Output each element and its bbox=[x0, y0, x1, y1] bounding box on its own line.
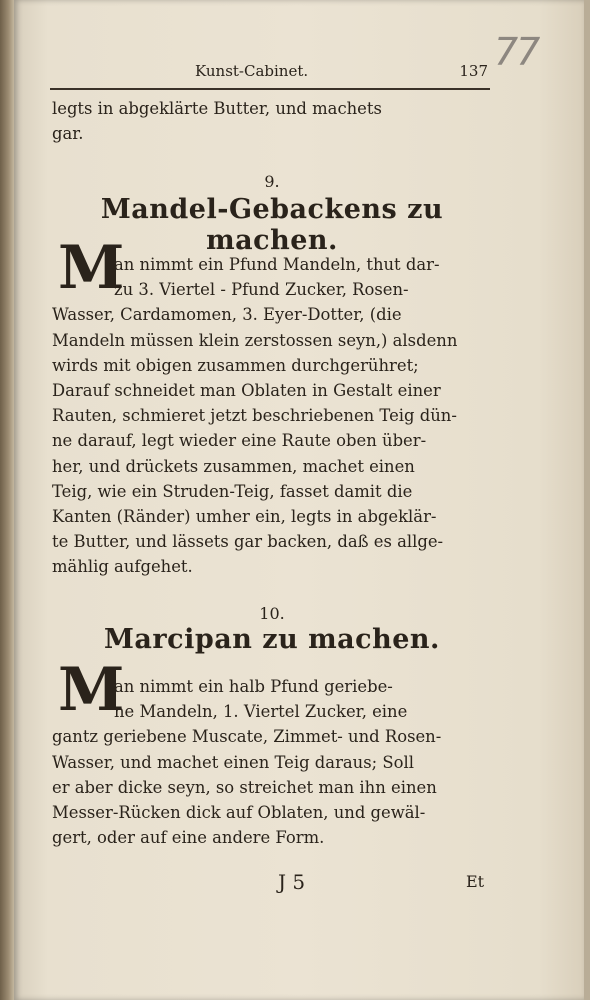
page-number: 137 bbox=[459, 62, 488, 80]
recipe-title: Marcipan zu machen. bbox=[104, 624, 440, 655]
running-header bbox=[50, 62, 488, 84]
signature-mark: J 5 bbox=[278, 870, 306, 894]
header-rule bbox=[50, 88, 490, 90]
text-line: Wasser, Cardamomen, 3. Eyer-Dotter, (die bbox=[52, 305, 402, 325]
text-line: gar. bbox=[52, 124, 84, 144]
text-line: mählig aufgehet. bbox=[52, 557, 193, 577]
recipe-number: 10. bbox=[259, 604, 285, 623]
text-line: te Butter, und lässets gar backen, daß es allge- bbox=[52, 532, 444, 552]
recipe-body bbox=[52, 674, 492, 850]
catchword: Et bbox=[466, 872, 485, 891]
text-line: Teig, wie ein Struden-Teig, fasset damit die bbox=[52, 481, 413, 501]
drop-capital: M bbox=[58, 233, 125, 303]
text-line: Wasser, und machet einen Teig daraus; Soll bbox=[52, 752, 414, 772]
recipe-body bbox=[52, 252, 492, 580]
text-line: er aber dicke seyn, so streichet man ihn einen bbox=[52, 777, 437, 797]
text-line: an nimmt ein halb Pfund geriebe- bbox=[114, 677, 393, 696]
text-line: legts in abgeklärte Butter, und machets bbox=[52, 99, 382, 118]
text-line: gert, oder auf eine andere Form. bbox=[52, 828, 325, 848]
text-line: wirds mit obigen zusammen durchgerühret; bbox=[52, 355, 419, 375]
text-line: Messer-Rücken dick auf Oblaten, und gewäl- bbox=[52, 803, 426, 823]
intro-text bbox=[52, 96, 492, 146]
text-line: Kanten (Ränder) umher ein, legts in abgeklär- bbox=[52, 507, 437, 527]
text-line: ne darauf, legt wieder eine Raute oben über- bbox=[52, 431, 427, 451]
book-binding bbox=[0, 0, 14, 1000]
text-line: Mandeln müssen klein zerstossen seyn,) alsdenn bbox=[52, 330, 458, 350]
text-line: her, und drückets zusammen, machet einen bbox=[52, 456, 415, 476]
text-line: ne Mandeln, 1. Viertel Zucker, eine bbox=[114, 702, 408, 722]
recipe-number: 9. bbox=[264, 172, 280, 191]
text-line: zu 3. Viertel - Pfund Zucker, Rosen- bbox=[114, 280, 409, 300]
text-line: Rauten, schmieret jetzt beschriebenen Teig dün- bbox=[52, 406, 457, 426]
drop-capital: M bbox=[58, 655, 125, 725]
pencil-page-note: 77 bbox=[494, 30, 539, 74]
text-line: an nimmt ein Pfund Mandeln, thut dar- bbox=[114, 255, 440, 274]
text-line: Darauf schneidet man Oblaten in Gestalt einer bbox=[52, 381, 441, 401]
text-line: gantz geriebene Muscate, Zimmet- und Rosen- bbox=[52, 727, 442, 747]
running-title: Kunst-Cabinet. bbox=[195, 62, 309, 80]
recipe-title: Mandel-Gebackens zu machen. bbox=[100, 194, 444, 256]
